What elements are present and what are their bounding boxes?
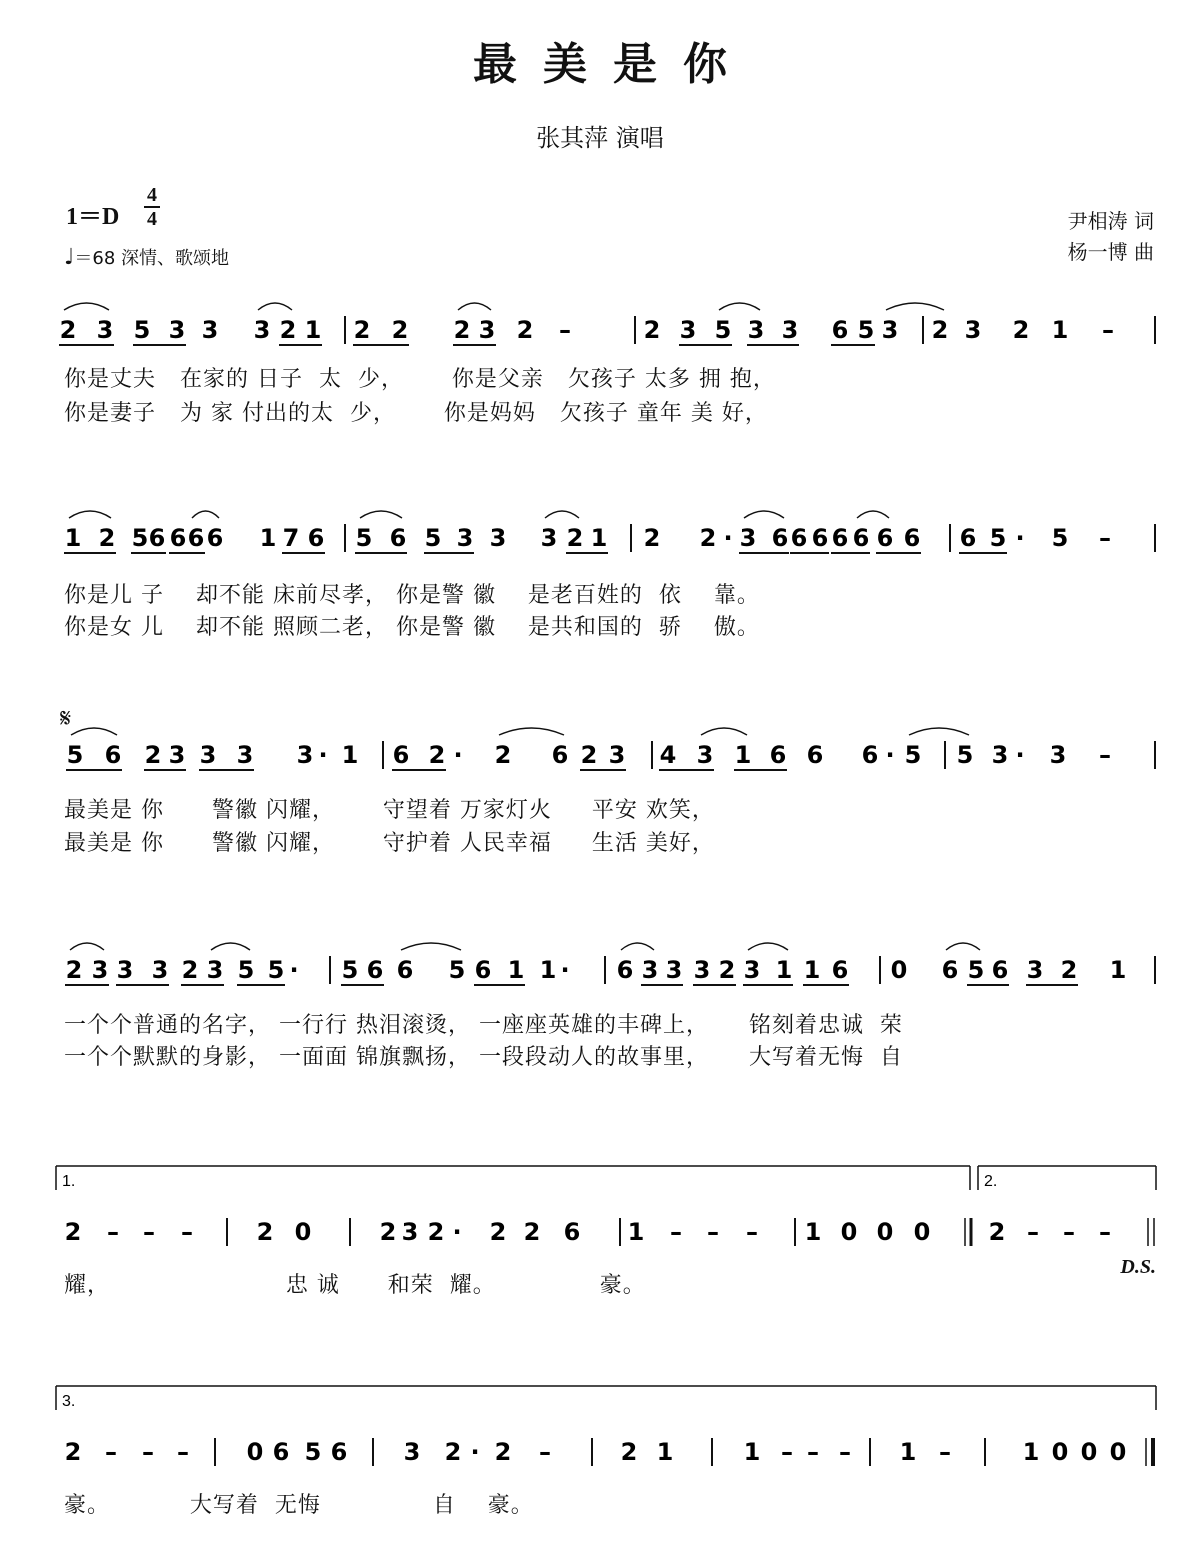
lyrics-row-4-verse-1: 一个个普通的名字， 一行行 热泪滚烫， 一座座英雄的丰碑上， 铭刻着忠诚 荣 <box>64 1013 903 1038</box>
note: 1 <box>775 956 793 984</box>
volta-ending-1-2 <box>0 1160 1200 1280</box>
note: 5 <box>956 741 974 769</box>
lyrics-row-2-verse-1: 你是儿 子 却不能 床前尽孝， 你是警 徽 是老百姓的 依 靠。 <box>64 583 760 608</box>
note: 6 <box>806 741 824 769</box>
note: 3 <box>236 741 254 769</box>
note: 4 <box>659 741 677 769</box>
score-row-3 <box>0 725 1200 771</box>
lyrics-row-3-verse-1: 最美是 你 警徽 闪耀， 守望着 万家灯火 平安 欢笑， <box>64 798 715 823</box>
note: 1 <box>64 524 82 552</box>
note: 5 <box>237 956 255 984</box>
slur <box>211 943 250 950</box>
note: 1 <box>803 956 821 984</box>
score-row-3-notes <box>0 725 1200 785</box>
note: 6 <box>187 524 205 552</box>
note: 6 <box>563 1218 581 1246</box>
note: 5 <box>131 524 149 552</box>
sustain-dash: – <box>1027 1218 1039 1246</box>
note: 1 <box>804 1218 822 1246</box>
note: 0 <box>840 1218 858 1246</box>
score-row-4 <box>0 940 1200 986</box>
note: 6 <box>852 524 870 552</box>
note: 2 <box>428 741 446 769</box>
note: 3 <box>743 956 761 984</box>
note: 3 <box>296 741 314 769</box>
note: 1 <box>1022 1438 1040 1466</box>
note: 3 <box>401 1218 419 1246</box>
slur <box>499 728 564 735</box>
tempo-marking <box>64 244 229 270</box>
augmentation-dot: · <box>723 524 733 552</box>
note: 3 <box>665 956 683 984</box>
note: 2 <box>256 1218 274 1246</box>
time-signature-bottom: 4 <box>147 208 157 230</box>
note: 3 <box>641 956 659 984</box>
slur <box>946 943 980 950</box>
lyrics-ending-1: 耀， 忠 诚 和荣 耀。 豪。 <box>64 1273 646 1298</box>
note: 1 <box>304 316 322 344</box>
note: 6 <box>396 956 414 984</box>
note: 2 <box>1060 956 1078 984</box>
sustain-dash: – <box>181 1218 193 1246</box>
lyrics-ending-3: 豪。 大写着 无悔 自 豪。 <box>64 1493 534 1518</box>
note: 5 <box>133 316 151 344</box>
slur <box>748 943 788 950</box>
note: 3 <box>253 316 271 344</box>
lyrics-row-3-verse-2: 最美是 你 警徽 闪耀， 守护着 人民幸福 生活 美好， <box>64 831 715 856</box>
note: 6 <box>104 741 122 769</box>
sustain-dash: – <box>939 1438 951 1466</box>
note: 2 <box>643 316 661 344</box>
note: 2 <box>494 1438 512 1466</box>
augmentation-dot: · <box>560 956 570 984</box>
note: 2 <box>453 316 471 344</box>
note: 6 <box>551 741 569 769</box>
note: 1 <box>656 1438 674 1466</box>
note: 6 <box>307 524 325 552</box>
note: 3 <box>456 524 474 552</box>
sustain-dash: – <box>142 1438 154 1466</box>
note: 6 <box>366 956 384 984</box>
note: 1 <box>590 524 608 552</box>
lyricist-credit: 尹相涛 词 <box>1067 209 1154 233</box>
note: 2 <box>566 524 584 552</box>
note: 1 <box>734 741 752 769</box>
note: 1 <box>341 741 359 769</box>
augmentation-dot: · <box>453 741 463 769</box>
note: 5 <box>424 524 442 552</box>
slur <box>192 511 219 518</box>
note: 6 <box>769 741 787 769</box>
volta-3-label: 3. <box>62 1393 76 1410</box>
note: 6 <box>876 524 894 552</box>
note: 2 <box>489 1218 507 1246</box>
slur <box>401 943 461 950</box>
note: 1 <box>1109 956 1127 984</box>
lyrics-row-1-verse-2: 你是妻子 为 家 付出的太 少， 你是妈妈 欠孩子 童年 美 好， <box>64 401 768 426</box>
note: 2 <box>427 1218 445 1246</box>
slur <box>69 511 111 518</box>
slur <box>71 728 117 735</box>
tempo-text: ＝68 深情、歌颂地 <box>74 248 230 269</box>
note: 6 <box>616 956 634 984</box>
note: 3 <box>201 316 219 344</box>
augmentation-dot: · <box>289 956 299 984</box>
sustain-dash: – <box>143 1218 155 1246</box>
slur <box>744 511 784 518</box>
note: 3 <box>206 956 224 984</box>
sustain-dash: – <box>1099 741 1111 769</box>
song-title: 最美是你 <box>473 39 753 90</box>
volta-2-label: 2. <box>984 1173 998 1190</box>
note: 5 <box>448 956 466 984</box>
segno-sign: 𝄋 <box>60 704 72 734</box>
sustain-dash: – <box>807 1438 819 1466</box>
note: 0 <box>246 1438 264 1466</box>
sustain-dash: – <box>1063 1218 1075 1246</box>
lyrics-row-4-verse-2: 一个个默默的身影， 一面面 锦旗飘扬， 一段段动人的故事里， 大写着无悔 自 <box>64 1045 903 1070</box>
slur <box>719 303 760 310</box>
note: 6 <box>959 524 977 552</box>
note: 2 <box>98 524 116 552</box>
augmentation-dot: · <box>1015 741 1025 769</box>
note: 6 <box>991 956 1009 984</box>
performer: 张其萍 演唱 <box>536 124 664 152</box>
slur <box>701 728 747 735</box>
note: 2 <box>64 1218 82 1246</box>
note: 2 <box>643 524 661 552</box>
augmentation-dot: · <box>452 1218 462 1246</box>
sustain-dash: – <box>1099 524 1111 552</box>
note: 2 <box>494 741 512 769</box>
note: 0 <box>876 1218 894 1246</box>
note: 5 <box>904 741 922 769</box>
key-signature: 1＝D <box>66 204 120 230</box>
note: 2 <box>516 316 534 344</box>
note: 2 <box>181 956 199 984</box>
note: 3 <box>96 316 114 344</box>
sustain-dash: – <box>781 1438 793 1466</box>
note: 2 <box>931 316 949 344</box>
dal-segno-mark: D.S. <box>1120 1256 1156 1278</box>
note: 6 <box>206 524 224 552</box>
time-signature <box>143 184 161 230</box>
note: 3 <box>168 316 186 344</box>
note: 3 <box>781 316 799 344</box>
note: 0 <box>1051 1438 1069 1466</box>
note: 3 <box>608 741 626 769</box>
note: 3 <box>91 956 109 984</box>
slur <box>621 943 654 950</box>
note: 6 <box>831 956 849 984</box>
note: 6 <box>811 524 829 552</box>
note: 2 <box>391 316 409 344</box>
note: 5 <box>989 524 1007 552</box>
note: 2 <box>379 1218 397 1246</box>
score-row-2 <box>0 508 1200 554</box>
note: 2 <box>144 741 162 769</box>
note: 3 <box>964 316 982 344</box>
note: 0 <box>890 956 908 984</box>
quarter-note-icon: ♩ <box>64 245 75 270</box>
note: 3 <box>696 741 714 769</box>
note: 3 <box>489 524 507 552</box>
note: 3 <box>693 956 711 984</box>
note: 5 <box>267 956 285 984</box>
note: 2 <box>65 956 83 984</box>
note: 5 <box>967 956 985 984</box>
note: 3 <box>1049 741 1067 769</box>
slur <box>857 511 889 518</box>
note: 6 <box>474 956 492 984</box>
augmentation-dot: · <box>318 741 328 769</box>
slur <box>64 303 109 310</box>
note: 1 <box>743 1438 761 1466</box>
note: 6 <box>861 741 879 769</box>
note: 3 <box>991 741 1009 769</box>
note: 6 <box>330 1438 348 1466</box>
note: 5 <box>355 524 373 552</box>
sustain-dash: – <box>107 1218 119 1246</box>
note: 5 <box>304 1438 322 1466</box>
note: 2 <box>523 1218 541 1246</box>
slur <box>909 728 969 735</box>
slur <box>545 511 579 518</box>
note: 3 <box>540 524 558 552</box>
volta-1-label: 1. <box>62 1173 76 1190</box>
slur <box>70 943 104 950</box>
slur <box>458 303 491 310</box>
note: 3 <box>679 316 697 344</box>
note: 3 <box>739 524 757 552</box>
note: 0 <box>913 1218 931 1246</box>
sustain-dash: – <box>746 1218 758 1246</box>
note: 2 <box>279 316 297 344</box>
note: 2 <box>718 956 736 984</box>
note: 6 <box>790 524 808 552</box>
note: 6 <box>148 524 166 552</box>
sustain-dash: – <box>839 1438 851 1466</box>
score-row-1 <box>0 300 1200 346</box>
note: 2 <box>444 1438 462 1466</box>
note: 2 <box>988 1218 1006 1246</box>
note: 6 <box>831 524 849 552</box>
slur <box>886 303 944 310</box>
note: 1 <box>507 956 525 984</box>
sustain-dash: – <box>559 316 571 344</box>
sustain-dash: – <box>539 1438 551 1466</box>
note: 6 <box>272 1438 290 1466</box>
note: 2 <box>353 316 371 344</box>
sustain-dash: – <box>177 1438 189 1466</box>
note: 6 <box>389 524 407 552</box>
note: 6 <box>392 741 410 769</box>
note: 3 <box>478 316 496 344</box>
note: 0 <box>1109 1438 1127 1466</box>
score-row-4-notes <box>0 940 1200 1000</box>
augmentation-dot: · <box>1015 524 1025 552</box>
note: 5 <box>857 316 875 344</box>
note: 6 <box>771 524 789 552</box>
note: 3 <box>116 956 134 984</box>
note: 3 <box>881 316 899 344</box>
note: 0 <box>1080 1438 1098 1466</box>
note: 7 <box>282 524 300 552</box>
sustain-dash: – <box>1102 316 1114 344</box>
augmentation-dot: · <box>885 741 895 769</box>
note: 2 <box>699 524 717 552</box>
time-signature-top: 4 <box>147 184 157 206</box>
sustain-dash: – <box>670 1218 682 1246</box>
note: 1 <box>1051 316 1069 344</box>
slur <box>258 303 292 310</box>
note: 0 <box>294 1218 312 1246</box>
ending-1-notes <box>65 1218 1154 1246</box>
note: 2 <box>1012 316 1030 344</box>
ending-3-notes <box>65 1438 1153 1466</box>
note: 3 <box>1026 956 1044 984</box>
note: 2 <box>59 316 77 344</box>
note: 5 <box>341 956 359 984</box>
score-row-2-notes <box>0 508 1200 568</box>
note: 3 <box>168 741 186 769</box>
note: 6 <box>903 524 921 552</box>
note: 3 <box>403 1438 421 1466</box>
note: 5 <box>1051 524 1069 552</box>
note: 5 <box>714 316 732 344</box>
note: 6 <box>831 316 849 344</box>
note: 6 <box>169 524 187 552</box>
note: 6 <box>941 956 959 984</box>
volta-ending-3 <box>0 1380 1200 1500</box>
slur <box>360 511 402 518</box>
note: 1 <box>259 524 277 552</box>
note: 3 <box>151 956 169 984</box>
note: 1 <box>539 956 557 984</box>
lyrics-row-2-verse-2: 你是女 儿 却不能 照顾二老， 你是警 徽 是共和国的 骄 傲。 <box>64 615 760 640</box>
note: 1 <box>899 1438 917 1466</box>
note: 1 <box>627 1218 645 1246</box>
note: 2 <box>580 741 598 769</box>
sustain-dash: – <box>105 1438 117 1466</box>
note: 2 <box>64 1438 82 1466</box>
score-row-1-notes <box>0 300 1200 360</box>
lyrics-row-1-verse-1: 你是丈夫 在家的 日子 太 少， 你是父亲 欠孩子 太多 拥 抱， <box>64 367 776 392</box>
composer-credit: 杨一博 曲 <box>1067 240 1154 264</box>
note: 5 <box>66 741 84 769</box>
sustain-dash: – <box>707 1218 719 1246</box>
augmentation-dot: · <box>470 1438 480 1466</box>
note: 3 <box>747 316 765 344</box>
sustain-dash: – <box>1099 1218 1111 1246</box>
note: 2 <box>620 1438 638 1466</box>
note: 3 <box>199 741 217 769</box>
